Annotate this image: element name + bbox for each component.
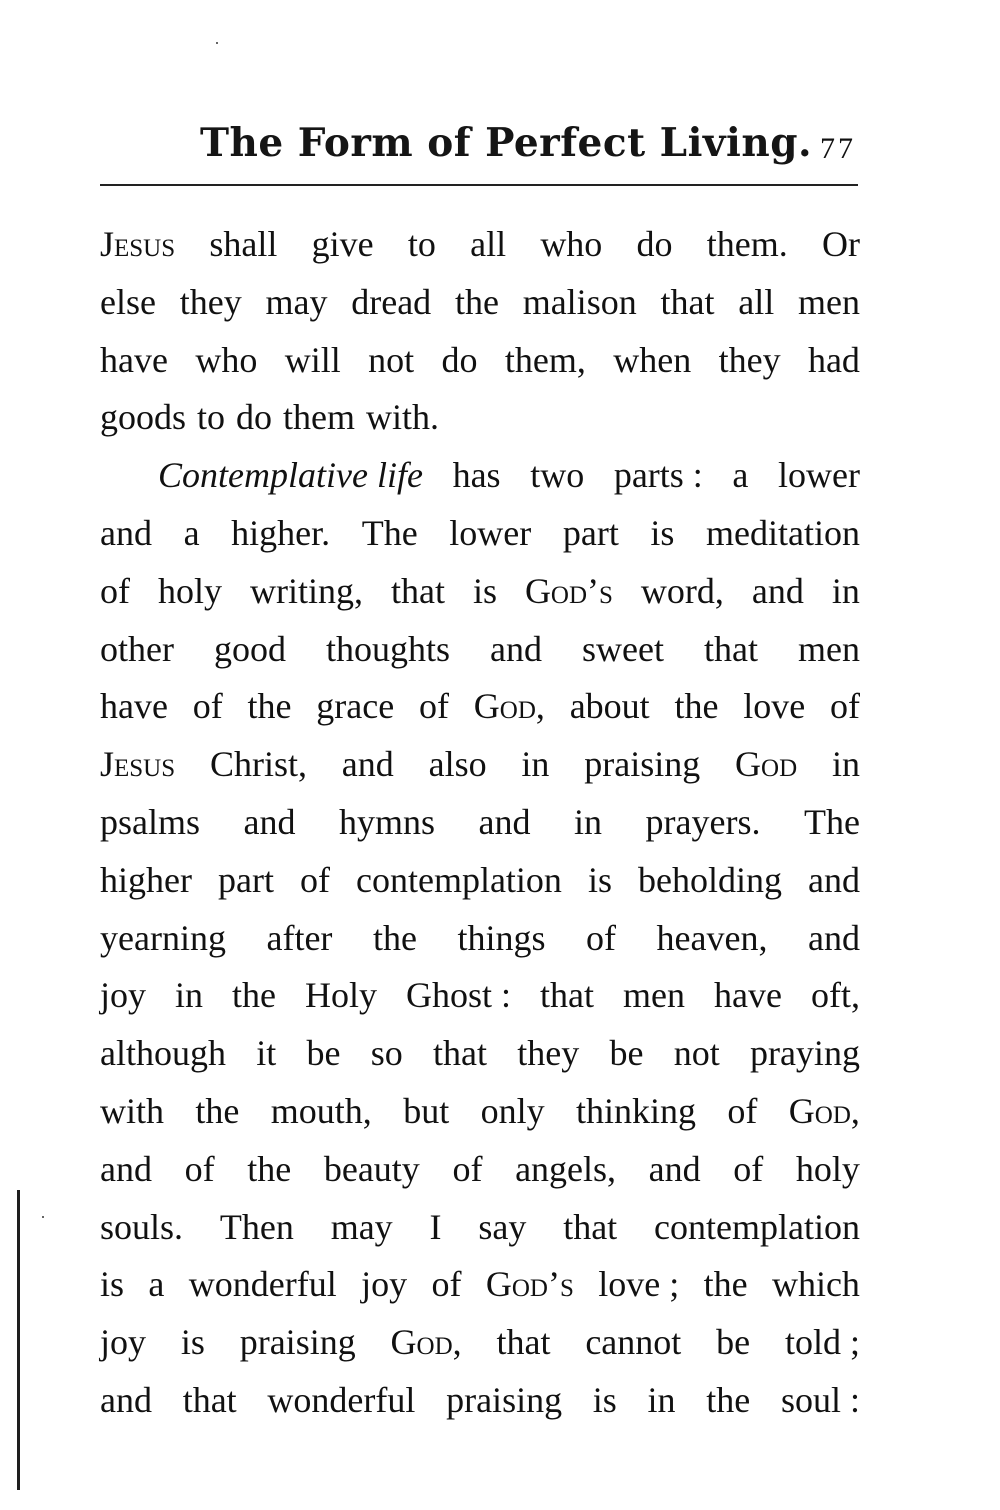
page-number: 77	[820, 132, 856, 165]
word: malison	[522, 281, 637, 322]
word: Ghost :	[406, 975, 512, 1016]
text-line	[100, 794, 860, 852]
word: God,	[788, 1090, 860, 1131]
word: be	[609, 1033, 644, 1074]
word: and	[808, 917, 860, 958]
word: of	[184, 1148, 215, 1189]
word: of	[452, 1148, 483, 1189]
word: all	[470, 224, 507, 264]
word: is	[650, 512, 675, 553]
word: do	[636, 224, 673, 264]
word: and	[490, 628, 543, 669]
word: all	[738, 281, 775, 322]
word: joy	[100, 1322, 147, 1363]
text-line	[100, 1372, 860, 1430]
word: good	[213, 628, 286, 669]
word: be	[306, 1033, 341, 1074]
text-line	[100, 389, 860, 447]
word: and	[341, 744, 394, 785]
word: shall	[209, 224, 278, 264]
word: may	[330, 1206, 393, 1247]
word: hymns	[339, 801, 436, 842]
word: that	[496, 1322, 551, 1363]
text-line	[100, 1025, 860, 1083]
word: souls.	[100, 1206, 184, 1247]
word: and	[478, 801, 531, 842]
word: the	[247, 686, 292, 727]
word: sweet	[582, 628, 664, 669]
word: praying	[749, 1033, 860, 1074]
word: of	[419, 686, 450, 727]
word: else	[100, 281, 156, 322]
word: praising	[584, 744, 701, 785]
text-line	[100, 1083, 860, 1141]
word: the	[372, 917, 417, 958]
word: have	[714, 975, 782, 1016]
word: of	[192, 686, 223, 727]
word: word,	[640, 570, 724, 611]
word: and	[243, 801, 296, 842]
word: not	[368, 339, 415, 380]
word: the	[674, 686, 719, 727]
word: psalms	[100, 801, 201, 842]
word: that	[660, 281, 715, 322]
word: when	[613, 339, 692, 380]
word: that	[540, 975, 595, 1016]
word: do	[441, 339, 478, 380]
word: the	[706, 1379, 751, 1420]
word: dread	[351, 281, 432, 322]
word: Jesus	[100, 744, 176, 785]
word: lower	[449, 512, 532, 553]
word: soul :	[780, 1379, 860, 1420]
word: goods	[100, 397, 187, 438]
word: have	[100, 686, 168, 727]
word: that	[563, 1206, 618, 1247]
word: that	[433, 1033, 487, 1074]
word: two	[530, 455, 585, 496]
word: heaven,	[656, 917, 768, 958]
text-line	[100, 678, 860, 736]
word: will	[284, 339, 341, 380]
word: thinking	[576, 1090, 697, 1131]
word: Jesus	[100, 224, 176, 264]
word: The	[361, 512, 418, 553]
word: love	[743, 686, 806, 727]
text-line	[100, 332, 860, 390]
word: that	[182, 1379, 237, 1420]
word: God	[735, 744, 798, 785]
word: and	[100, 1148, 152, 1189]
word: mouth,	[270, 1090, 372, 1131]
word: I	[429, 1206, 442, 1247]
word: a	[148, 1264, 165, 1305]
word: of	[586, 917, 617, 958]
word: to	[407, 224, 436, 264]
word: of	[733, 1148, 764, 1189]
text-line	[100, 736, 860, 794]
word: the	[195, 1090, 240, 1131]
word: and	[100, 512, 152, 553]
header-rule	[100, 184, 858, 186]
word: writing,	[249, 570, 363, 611]
word: the	[703, 1264, 748, 1305]
word: angels,	[515, 1148, 617, 1189]
word: has	[452, 455, 501, 496]
word: them,	[504, 339, 586, 380]
word: that	[390, 570, 445, 611]
word: be	[716, 1322, 751, 1363]
word: is	[100, 1264, 125, 1305]
word: although	[100, 1033, 226, 1074]
word: and	[807, 859, 860, 900]
text-line	[100, 1141, 860, 1199]
word: who	[195, 339, 258, 380]
word: in	[521, 744, 550, 785]
word: that	[704, 628, 758, 669]
word: them	[283, 397, 356, 438]
word: the	[454, 281, 499, 322]
body-text	[100, 216, 860, 1430]
scan-speck	[216, 42, 218, 44]
word: and	[648, 1148, 701, 1189]
word: in	[574, 801, 603, 842]
word: of	[431, 1264, 462, 1305]
word: they	[517, 1033, 580, 1074]
word: men	[798, 628, 860, 669]
text-line	[100, 216, 860, 274]
word: higher	[100, 859, 192, 900]
word: also	[428, 744, 487, 785]
word: meditation	[706, 512, 860, 553]
word: Then	[219, 1206, 294, 1247]
word: Holy	[305, 975, 378, 1016]
word: about	[569, 686, 650, 727]
word: lower	[778, 455, 860, 496]
word: is	[592, 1379, 617, 1420]
word: and	[100, 1379, 152, 1420]
text-line	[100, 563, 860, 621]
word: in	[831, 744, 860, 785]
word: after	[266, 917, 333, 958]
running-title: The Form of Perfect Living.	[200, 120, 813, 166]
text-line	[100, 274, 860, 332]
word: holy	[795, 1148, 860, 1189]
text-line	[100, 1314, 860, 1372]
word: say	[478, 1206, 527, 1247]
word: cannot	[585, 1322, 682, 1363]
word: in	[175, 975, 204, 1016]
text-line	[100, 447, 860, 505]
word: wonderful	[188, 1264, 337, 1305]
word: told ;	[784, 1322, 860, 1363]
word: other	[100, 628, 174, 669]
word: to	[197, 397, 226, 438]
word: it	[256, 1033, 277, 1074]
word: parts :	[613, 455, 703, 496]
word: God’s	[485, 1264, 574, 1305]
word: they	[179, 281, 242, 322]
word: of	[829, 686, 860, 727]
scan-speck	[42, 1216, 44, 1218]
word: with.	[366, 397, 440, 438]
word: things	[457, 917, 546, 958]
word: contemplation	[355, 859, 562, 900]
word: prayers.	[645, 801, 761, 842]
word: do	[236, 397, 273, 438]
word: and	[751, 570, 804, 611]
word: joy	[100, 975, 147, 1016]
word: praising	[239, 1322, 356, 1363]
text-line	[100, 1199, 860, 1257]
word: oft,	[810, 975, 860, 1016]
word: who	[540, 224, 603, 264]
word: they	[718, 339, 781, 380]
word: Contemplative life	[158, 455, 423, 496]
word: may	[265, 281, 328, 322]
word: is	[180, 1322, 205, 1363]
word: of	[100, 570, 130, 611]
word: joy	[361, 1264, 408, 1305]
running-head	[100, 112, 860, 172]
word: men	[623, 975, 685, 1016]
word: is	[472, 570, 497, 611]
word: Christ,	[209, 744, 307, 785]
word: the	[247, 1148, 292, 1189]
word: in	[831, 570, 860, 611]
word: a	[732, 455, 749, 496]
word: the	[232, 975, 277, 1016]
text-line	[100, 967, 860, 1025]
text-line	[100, 852, 860, 910]
word: men	[797, 281, 860, 322]
word: have	[100, 339, 168, 380]
word: is	[587, 859, 612, 900]
word: of	[299, 859, 330, 900]
word: them.	[706, 224, 788, 264]
word: but	[403, 1090, 450, 1131]
word: thoughts	[326, 628, 451, 669]
text-line	[100, 505, 860, 563]
word: love ;	[598, 1264, 680, 1305]
word: praising	[446, 1379, 563, 1420]
word: give	[311, 224, 374, 264]
binding-edge-line	[17, 1190, 20, 1490]
word: beauty	[323, 1148, 420, 1189]
word: God,	[473, 686, 545, 727]
word: God’s	[524, 570, 613, 611]
word: part	[562, 512, 619, 553]
word: grace	[316, 686, 395, 727]
word: yearning	[100, 917, 226, 958]
word: beholding	[637, 859, 782, 900]
word: holy	[157, 570, 222, 611]
word: contemplation	[654, 1206, 860, 1247]
text-line	[100, 910, 860, 968]
word: not	[673, 1033, 720, 1074]
word: in	[647, 1379, 676, 1420]
text-line	[100, 621, 860, 679]
word: wonderful	[267, 1379, 416, 1420]
word: so	[370, 1033, 403, 1074]
word: higher.	[231, 512, 331, 553]
text-line	[100, 1256, 860, 1314]
word: had	[807, 339, 860, 380]
word: with	[100, 1090, 165, 1131]
word: part	[217, 859, 274, 900]
word: The	[803, 801, 860, 842]
word: Or	[822, 224, 860, 264]
word: God,	[390, 1322, 462, 1363]
word: which	[771, 1264, 860, 1305]
word: of	[727, 1090, 758, 1131]
word: only	[480, 1090, 545, 1131]
word: a	[183, 512, 200, 553]
